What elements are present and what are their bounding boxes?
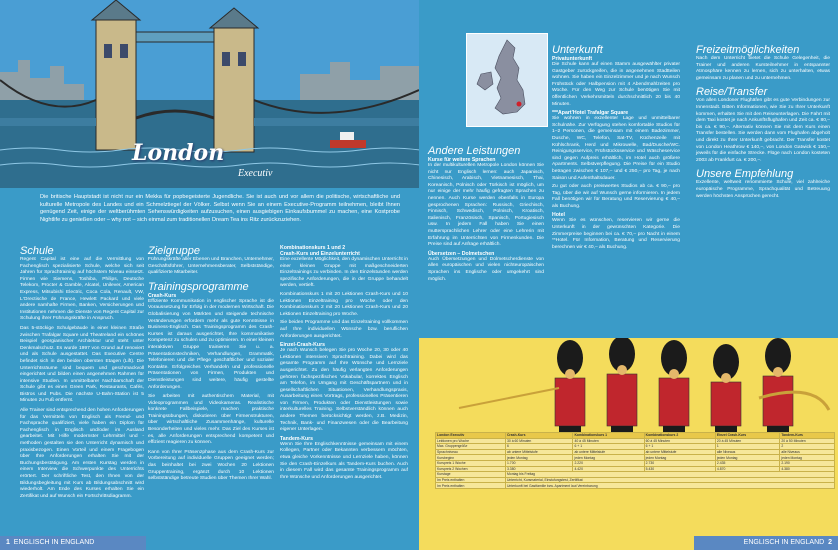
table-header: Einzel Crash-Kurs — [715, 433, 779, 439]
table-cell: 4.870 — [715, 466, 779, 472]
kombination-p1: Eine exzellente Möglichkeit, den dynamischen Unterricht in einer kleinen Gruppe mit maßgeschneiderten Einzeltrainings zu verbinden. In den Einzelstunden werden spezifische Anforderungen, die in der Gruppe behandelt werden, vertieft. — [280, 257, 408, 289]
kurse-sprachen-subheading: Kurse für weitere Sprachen — [428, 157, 496, 163]
hotel-subheading: Hotel — [552, 212, 565, 219]
table-cell: 4.420 — [573, 466, 644, 472]
left-page-number: 1 — [6, 539, 10, 546]
table-cell: ab untere Mittelstufe — [573, 449, 644, 455]
table-cell: 20 à 45 Minuten — [715, 438, 779, 444]
table-header: Tandem-Kurs — [780, 433, 835, 439]
right-footer-text: ENGLISCH IN ENGLAND — [743, 539, 825, 546]
uk-map — [466, 33, 548, 127]
table-note-row — [436, 483, 835, 489]
andere-column — [428, 145, 544, 283]
unterkunft-column — [552, 44, 680, 251]
table-cell: 2.730 — [644, 460, 715, 466]
kombination-p3: Sie beiden Programme und das Einzeltraining vollkommen auf Ihre individuellen Wünsche bzw. beruflichen Anforderungen ausgerichtet. — [280, 320, 408, 339]
table-cell: ab untere Mittelstufe — [505, 449, 572, 455]
table-cell: 4.380 — [780, 466, 835, 472]
schule-p2: Das 5-stöckige Schulgebäude in einer kleinen Straße zwischen Trafalgar Square und Theatreland ein schönes Beispiel georgianischer Architektur und steht unter Denkmalschutz. Es wurde 1997 von Grund auf renoviert und als Schule ausgestattet. Das Executive Centre befindet sich in den beiden obersten Etagen (Lift). Die Unterrichtsräume sind bequem und geschmackvoll eingerichtet und bilden einen angenehmen Rahmen für intensive Studien. In unmittelbarer Nachbarschaft der Schule gibt es einen Green Park, Restaurants, Cafés, Bistros und Pubs. Die nächste U-Bahn-Station ist 5 Minuten zu Fuß entfernt. — [20, 325, 144, 404]
page-title: London — [132, 140, 225, 166]
intro-text: Die britische Hauptstadt ist nicht nur ein Mekka für popbegeisterte Jugendliche. Sie ist auch und vor allem die politische, wirtschaftliche und kulturelle Metropole des Landes und ein Schmelztiegel der Völker. Selbst wenn Sie an einem Executive-Programm teilnehmen, bleibt Ihnen genügend Zeit, einige der weltberühmten Sehenswürdigkeiten aufzusuchen, einen ausgiebigen Einkaufsbummel zu machen, eine Kostprobe Nightlife zu genießen oder – why not – sich einmal zum traditionellen Dream Tea ins Ritz zurückzuziehen. — [40, 194, 400, 223]
price-table — [435, 432, 835, 489]
table-header: Kombinationskurs 2 — [644, 433, 715, 439]
left-footer — [0, 536, 146, 550]
table-cell: alle Niveaus — [780, 449, 835, 455]
table-header: London Executiv — [436, 433, 506, 439]
privatunterkunft-subheading: Privatunterkunft — [552, 56, 593, 62]
trainingsprogramme-heading: Trainingsprogramme — [148, 280, 249, 293]
freizeit-heading: Freizeitmöglichkeiten — [696, 44, 800, 56]
table-cell: jeden Montag — [573, 455, 644, 461]
tandem-kurs-subheading: Tandem-Kurs — [280, 435, 314, 442]
kombination-column — [280, 245, 408, 481]
table-cell: Kurspreis 1 Woche — [436, 460, 506, 466]
table-cell: 2.220 — [573, 460, 644, 466]
andere-heading: Andere Leistungen — [428, 145, 521, 157]
reise-transfer-heading: Reise/Transfer — [696, 86, 768, 99]
table-cell: jeden Montag — [505, 455, 572, 461]
empfehlung-heading: Unsere Empfehlung — [696, 168, 794, 181]
table-cell: ab untere Mittelstufe — [644, 449, 715, 455]
table-cell: Kursbeginn — [436, 455, 506, 461]
uebersetzen-subheading: Übersetzen – Dolmetschen — [428, 250, 495, 257]
table-cell: 60 à 45 Minuten — [644, 438, 715, 444]
zielgruppe-column — [148, 245, 274, 483]
map-icon — [467, 34, 547, 126]
crash-kurs-subheading: Crash-Kurs — [148, 292, 177, 299]
right-footer — [694, 536, 838, 550]
table-header: Kombinationskurs 1 — [573, 433, 644, 439]
right-page-number: 2 — [828, 539, 832, 546]
schule-heading: Schule — [20, 245, 54, 257]
table-cell: jeden Montag — [780, 455, 835, 461]
unterkunft-p1: Die Schule kann auf einen Stamm ausgewählter privater Gastgeber zurückgreifen, die in angenehmen Stadtteilen wohnen. Sie haben ein Einzelzimmer und je nach Wunsch Frühstück oder Halbpension mit 4 Abendmahlzeiten pro Woche. Für den Weg zur Schule benötigen Sie mit öffentlichen Verkehrsmitteln durchschnittlich 20 bis 40 Minuten. — [552, 62, 680, 107]
table-header: Crash-Kurs — [505, 433, 572, 439]
table-cell: 6 — [505, 444, 572, 450]
freizeit-p2: Von allen Londoner Flughäfen gibt es gute Verbindungen zur Innenstadt. Bitten Informationen, wie Sie zu Ihrer Unterkunft kommen, erhalten Sie mit den Reiseunterlagen. Die Fahrt mit dem Taxi kostet je nach Ankunftsflughafen und Zeit ca. € 80,– bis ca. € 90,–. Alternativ können Sie mit dem Kurs einen Transfer bestellen. Sie werden dann vom Flughafen abgeholt und direkt zu Ihrer Unterkunft gebracht. Der Transfer kostet von London Heathrow € 140,–, von London Gatwick € 150,– jeweils für die einfache Strecke. Flüge nach London kosteten 2003 ab Frankfurt ca. € 200,–. — [696, 98, 830, 163]
unterkunft-p4: Wenn Sie es wünschen, reservieren wir gerne die Unterkunft in der gewünschten Kategorie. Die Zimmerpreise beginnen bei ca. € 70,– pro Nacht in einem **Hotel. Für Information, Beratung und Reservierung berechnen wir € 40,– als Buchung. — [552, 218, 680, 250]
table-cell: 30 à 60 Minuten — [505, 438, 572, 444]
page-subtitle: Executiv — [238, 168, 273, 179]
andere-p1: In der multikulturellen Metropole London können Sie nicht nur Englisch lernen: auch Japanisch, Chinesisch, Arabisch, Vietnamesisch, Thai, Koreanisch, Polnisch oder Türkisch ist möglich, um nur einige der mehr häufig gefragten Sprachen zu nennen. Auch Kurse werden ebenfalls in Europa gesprochenen Sprachen: Russisch, Griechisch, Finnisch, Schwedisch, Polnisch, Kroatisch, Italienisch, Französisch, Spanisch, Portugiesisch usw. In jedem Fall haben Sie einen muttersprachlichen Lehrer oder eine Lehrerin mit Erfahrung im Unterrichten von Firmenkunden. Die Preise sind auf Anfrage erhältlich. — [428, 163, 544, 248]
table-cell: Sprachniveau — [436, 449, 506, 455]
table-cell: 2 — [780, 444, 835, 450]
table-cell: jeden Montag — [644, 455, 715, 461]
freizeit-p3: Exzellente, weltweit renommierte Schule, viel zahlreiche europäische Programme, Sprachqualität und Betreuung werden höchsten Ansprüchen gerecht. — [696, 180, 830, 199]
table-cell: 1.700 — [505, 460, 572, 466]
table-cell: 6 + 1 — [644, 444, 715, 450]
schule-column — [20, 245, 144, 500]
table-cell: Max. Gruppengröße — [436, 444, 506, 450]
kombination-p4: Je nach Wunsch belegen Sie pro Woche 20, 30 oder 40 Lektionen intensiven Sprachtraining. Dabei wird das gesamte Programm auf Ihre Wünsche und Lernziele ausgerichtet. Zu den häufig verlangten Anforderungen gehören fachspezifisches Vokabular, korrektes Englisch am Telefon, im Umgang mit Geschäftspartnern und in gesellschaftlichen Situationen, Verhandlungspraxis, Ausarbeitung eines Vortrags, professionelles Präsentieren von Firmen, Produkten oder Dienstleistungen sowie interkulturelles Training. Selbstverständlich können auch andere Themen berücksichtigt werden, z.B. Medizin, Technik, Bank- und Finanzwesen oder die Bearbeitung eigener Unterlagen. — [280, 348, 408, 433]
zielgruppe-p1: Führungskräfte aller Ebenen und Branchen, Unternehmer, Geschäftsführer, Unternehmensberater, Selbstständige, qualifizierte Mitarbeiter. — [148, 257, 274, 276]
unterkunft-heading: Unterkunft — [552, 44, 603, 56]
zielgruppe-p4: Kann von Ihrer Präsenzphase aus dem Crash-Kurs zur Vorbereitung auf individuelle Gruppen geeignet werden; das beinhaltet bei zwei Wochen 20 Lektionen Gruppentraining, ergänzt durch 10 Lektionen selbstständige betreute Studien über Themen Ihrer Wahl. — [148, 449, 274, 482]
freizeit-column — [696, 44, 830, 200]
kombination-heading: Kombinationskurs 1 und 2 — [280, 245, 346, 251]
table-cell: Montag bis Freitag — [505, 472, 834, 478]
table-cell: Lektionen pro Woche — [436, 438, 506, 444]
london-illustration — [0, 0, 419, 188]
table-cell: 40 à 45 Minuten — [573, 438, 644, 444]
table-cell: Unterricht, Kursmaterial, Einstufungstest, Zertifikat — [505, 477, 834, 483]
table-cell: 20 à 50 Minuten — [780, 438, 835, 444]
zielgruppe-p2: Effiziente Kommunikation in englischer Sprache ist die Voraussetzung für Erfolg in der modernen Wirtschaft. Die Globalisierung von Märkten und steigende technische Veränderungen erfordern mehr als gute Kenntnisse in Business-Englisch. Das Trainingsprogramm des Crash-Kurses ist daraus ausgerichtet, Ihre kommunikative Kompetenz zu schulen und zu optimieren. In einer kleinen interaktiven Gruppe trainieren Sie u. a. Präsentationstechniken, Verhandlungen, Grammatik, Telefonieren und die Pflege geschäftlicher und sozialer Kontakte. Erfolgreiches Verhandeln und professionelle Präsentationen von Firmen, Produkten und Dienstleistungen sind weitere, häufig gestellte Anforderungen. — [148, 298, 274, 390]
zielgruppe-p3: Sie arbeiten mit authentischem Material, mit Videoprogrammen und Videokameras. Realistische konkrete Fallbeispiele, machen praktische Trainingsübungen, diskutieren über Firmenstrukturen, über wirtschaftliche Zusammenhänge, kulturelle Besonderheiten und vieles mehr. Das Ziel des Kurses ist es, alle Anforderungen entsprechend kompetent und effizient reagieren zu können. — [148, 394, 274, 446]
freizeit-p1: Nach dem Unterricht bietet die Schule Gelegenheit, die Trainer und anderen Kursteilnehmer in entspannter Atmosphäre kennen zu lernen, sich zu unterhalten, etwas gemeinsam zu planen und zu unternehmen. — [696, 56, 830, 81]
table-cell: Unterkunft bei Gastfamilie bzw. Apartment laut Vereinbarung — [505, 483, 834, 489]
table-cell: 2.435 — [715, 460, 779, 466]
left-page — [0, 0, 419, 550]
einzel-crash-kurs-subheading: Einzel-Crash-Kurs — [280, 342, 325, 349]
table-cell: 1 — [715, 444, 779, 450]
zielgruppe-heading: Zielgruppe — [148, 245, 200, 257]
andere-p2: Auch Übersetzungen und Dolmetscherdienste von allen europäischen und vielen nichteuropäischen Sprachen ins Englische oder umgekehrt sind möglich. — [428, 256, 544, 282]
table-cell: alle Niveaus — [715, 449, 779, 455]
table-cell: Im Preis enthalten — [436, 477, 506, 483]
apart-hotel-subheading: ***Apart'Hotel Trafalgar Square — [552, 110, 629, 117]
table-cell: 3.380 — [505, 466, 572, 472]
table-cell: Kurspreis 2 Wochen — [436, 466, 506, 472]
table-cell: jeden Montag — [715, 455, 779, 461]
kombination-p2: Kombinationskurs 1 mit 20 Lektionen Crash-Kurs und 10 Lektionen Einzeltraining pro Woche oder den Kombinationskurs 2 mit 20 Lektionen Crash-Kurs und 20 Lektionen Einzeltraining pro Woche. — [280, 291, 408, 317]
unterkunft-p2: Sie wohnen in exzellenter Lage und unmittelbarer Schulnähe. Zur Verfügung stehen komfortable Studios für 1–2 Personen, die gemeinsam mit einem Badezimmer, Dusche, WC, Telefon, Sat-TV, Küchenzeile mit Kühlschrank, Herd und Mikrowelle, Bad/Dusche/WC. Reinigungsservice, Frühstücksservice und Wäscheservice sind gegen Aufpreis erhältlich, im Hotel auch größere Apartments. Selbstverpflegung. Die Preise für ein Studio betragen zwischen € 107,– und € 250,– pro Tag, je nach Saison und Aufenthaltsdauer. — [552, 116, 680, 181]
table-cell: 6 + 1 — [573, 444, 644, 450]
left-footer-text: ENGLISCH IN ENGLAND — [13, 539, 95, 546]
table-cell: Im Preis enthalten — [436, 483, 506, 489]
unterkunft-p3: Zu gut oder auch preiswertes Studios ab ca. € 90,– pro Tag, über die wir auf Wunsch gerne informieren. In jedem Fall benötigen wir für Beratung und Reservierung € 40,– als Buchung. — [552, 184, 680, 209]
kombination-p5: Wenn Sie Ihre Englischkenntnisse gemeinsam mit einem Kollegen, Partner oder Bekannten verbessern möchten, etwa gleiche Vorkenntnisse und Lernziele haben, können Sie den Crash-Einzelkurs als Tandem-Kurs buchen. Auch in diesem Fall wird das gesamte Trainingsprogramm auf Ihre Wünsche und Anforderungen ausgerichtet. — [280, 441, 408, 480]
table-cell: Kurstage — [436, 472, 506, 478]
schule-p3: Alle Trainer sind entsprechend den hohen Anforderungen für das Vermitteln von Englisch als Fremd- und Fachsprache qualifiziert, viele haben ein Diplom für Fachenglisch in Englisch und/oder im Ausland gearbeitet. Mit Hilfe modernster Lehrmittel und -methoden gestalten sie den Unterricht dynamisch und praxisbezogen. Einen Vorteil und einem Fragebogen über Ihre Anforderungen erhalten Sie mit der Buchungsbestätigung. Am ersten Kurstag werden in einem Interview die Schwerpunkte des Unterrichts erörtert. Der schriftliche Test, den Ihnen von der Bildungsbegleitung mit Kurs ab Bildungsabschnitt wird wiederholt. Am Ende des Kurses erhalten Sie ein Zertifikat und auf Wunsch ein Fortschrittsdiagramm. — [20, 408, 144, 499]
kombination-subheading: Crash-Kurs und Einzelunterricht — [280, 251, 360, 257]
table-cell: 5.430 — [644, 466, 715, 472]
schule-p1: Regent Capital ist eine auf die Vermittlung von Fachenglisch spezialisierte Schule, welche sich seit Jahren für Sprachtraining auf höchstem Niveau einsetzt. Firmen wie Siemens, Toshiba, Philips, Deutsche Telekom, Procter & Gamble, Alcatel, Unilever, American Express, Mitsubishi Electric, Coca Cola, Renault, VW, L'Orectische de France, Hewlett Packard und viele andere namhafte Firmen, Banken, Versicherungen und Institutionen nehmen die Dienste von Regent Capital zur Schulung ihrer Führungskräfte in Anspruch. — [20, 257, 144, 322]
table-cell: 2.190 — [780, 460, 835, 466]
